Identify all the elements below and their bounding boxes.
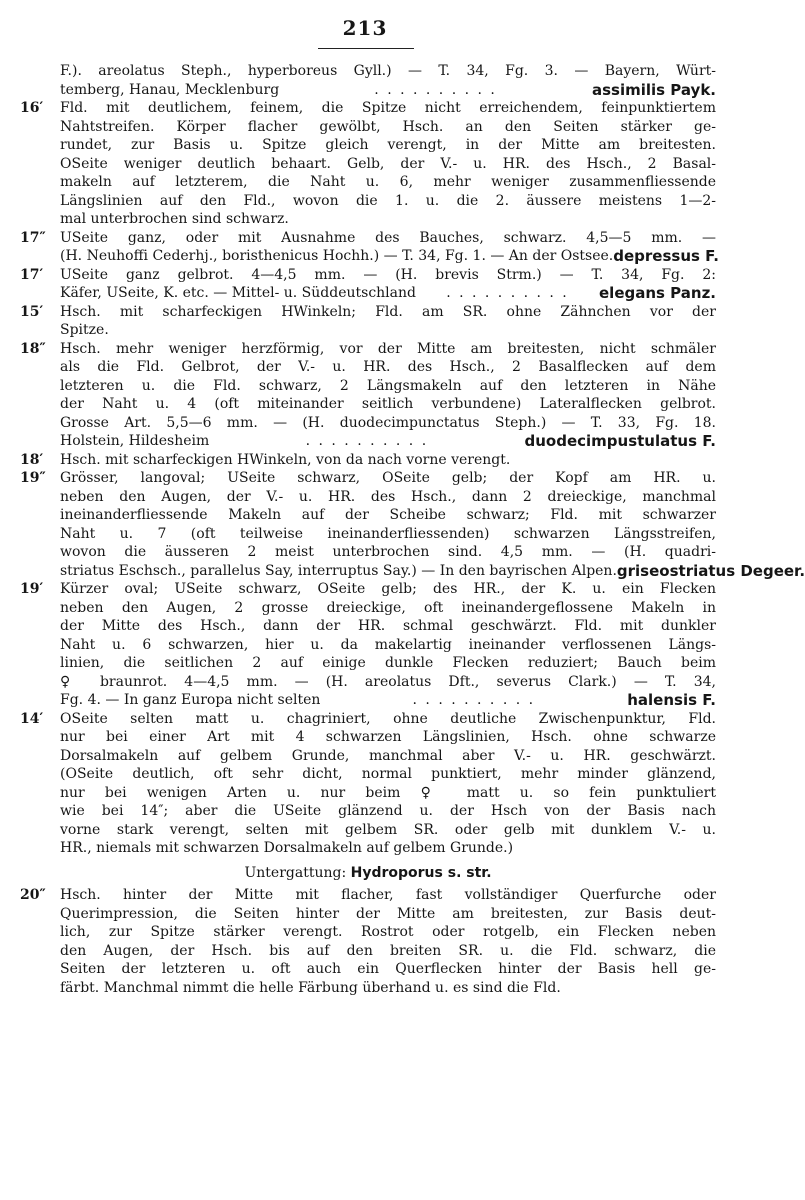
text-line: USeite ganz gelbrot. 4—4,5 mm. — (H. brevis Strm.) — T. 34, Fg. 2: (60, 266, 716, 283)
species-line (60, 81, 716, 100)
text-line: Hsch. mit scharfeckigen HWinkeln; Fld. am SR. ohne Zähnchen vor der (60, 303, 716, 320)
text-line: neben den Augen, 2 grosse dreieckige, oft ineinandergeflossene Makeln in (60, 599, 716, 616)
species-line (60, 284, 716, 303)
text-line: nur bei wenigen Arten u. nur beim ♀ matt u. so fein punktuliert (60, 784, 716, 801)
leader-dots: . . . . . . . . . . (412, 692, 536, 708)
text-line: USeite ganz, oder mit Ausnahme des Bauches, schwarz. 4,5—5 mm. — (60, 229, 716, 246)
species-line (60, 432, 716, 451)
leader-dots: . . . . . . . . . . (374, 81, 497, 98)
text-line: lich, zur Spitze stärker verengt. Rostrot oder rotgelb, ein Flecken neben (60, 924, 716, 940)
page-number: 213 (342, 16, 388, 40)
subgenus-name: Hydroporus s. str. (350, 864, 492, 881)
text-line: Holstein, Hildesheim (60, 433, 210, 449)
text-line: ineinanderfliessende Makeln auf der Scheibe schwarz; Fld. mit schwarzer (60, 507, 716, 523)
text-line: Hsch. mehr weniger herzförmig, vor der Mitte am breitesten, nicht schmäler (60, 340, 716, 357)
text-line: als die Fld. Gelbrot, der V.- u. HR. des Hsch., 2 Basalflecken auf dem (60, 359, 716, 375)
species-line (60, 691, 716, 710)
species-name: griseostriatus Degeer. (616, 561, 805, 580)
species-name: elegans Panz. (599, 284, 716, 302)
key-couplet (20, 886, 716, 997)
text-line: wovon die äusseren 2 meist unterbrochen sind. 4,5 mm. — (H. quadri- (60, 544, 716, 560)
text-line: wie bei 14″; aber die USeite glänzend u. der Hsch von der Basis nach (60, 803, 716, 819)
text-line: Käfer, USeite, K. etc. — Mittel- u. Süddeutschland (60, 285, 416, 301)
species-name: halensis F. (627, 691, 716, 709)
text-line: rundet, zur Basis u. Spitze gleich verengt, in der Mitte am breitesten. (60, 137, 716, 153)
text-line: neben den Augen, der V.- u. HR. des Hsch., dann 2 dreieckige, manchmal (60, 488, 716, 505)
key-couplet (20, 99, 716, 229)
key-text-body (20, 62, 805, 997)
text-line: der Naht u. 4 (oft miteinander seitlich verbundene) Lateralflecken gelbrot. (60, 396, 716, 412)
species-line (60, 247, 719, 266)
text-line: F.). areolatus Steph., hyperboreus Gyll.) — T. 34, Fg. 3. — Bayern, Würt- (60, 63, 716, 79)
text-line: Nahtstreifen. Körper flacher gewölbt, Hsch. an den Seiten stärker ge- (60, 118, 716, 135)
subgenus-heading (20, 864, 716, 883)
text-line: Grösser, langoval; USeite schwarz, OSeite gelb; der Kopf am HR. u. (60, 470, 716, 486)
text-line: Dorsalmakeln auf gelbem Grunde, manchmal aber V.- u. HR. geschwärzt. (60, 747, 716, 764)
species-name: depressus F. (613, 247, 719, 265)
text-line: linien, die seitlichen 2 auf einige dunkle Flecken reduziert; Bauch beim (60, 655, 716, 671)
text-line: (H. Neuhoffi Cederhj., boristhenicus Hochh.) — T. 34, Fg. 1. — An der Ostsee. (60, 248, 614, 264)
text-line: makeln auf letzterem, die Naht u. 6, mehr weniger zusammenfliessende (60, 174, 716, 190)
text-line: vorne stark verengt, selten mit gelbem SR. oder gelb mit dunklem V.- u. (60, 821, 716, 838)
couplet-number: 16′ (20, 100, 44, 116)
text-line: Grosse Art. 5,5—6 mm. — (H. duodecimpunctatus Steph.) — T. 33, Fg. 18. (60, 414, 716, 431)
text-line: nur bei einer Art mit 4 schwarzen Längslinien, Hsch. ohne schwarze (60, 729, 716, 745)
header-rule (318, 48, 414, 49)
text-line: OSeite weniger deutlich behaart. Gelb, der V.- u. HR. des Hsch., 2 Basal- (60, 155, 716, 172)
species-name: duodecimpustulatus F. (524, 432, 716, 450)
key-couplet (20, 469, 805, 580)
leader-dots: . . . . . . . . . . (446, 285, 569, 301)
key-couplet (20, 340, 716, 451)
text-line: Querimpression, die Seiten hinter der Mitte am breitesten, zur Basis deut- (60, 905, 716, 922)
leader-dots: . . . . . . . . . . (305, 433, 429, 449)
text-line: Längslinien auf den Fld., wovon die 1. u. die 2. äussere meistens 1—2- (60, 192, 716, 209)
key-couplet (20, 229, 719, 266)
couplet-number: 17″ (20, 229, 46, 246)
species-line (60, 561, 805, 581)
couplet-number: 19″ (20, 470, 46, 486)
key-couplet (20, 303, 716, 340)
text-line: Naht u. 7 (oft teilweise ineinanderfliessenden) schwarzen Längsstreifen, (60, 525, 716, 542)
text-line: Hsch. mit scharfeckigen HWinkeln, von da nach vorne verengt. (60, 451, 511, 468)
text-line: Fg. 4. — In ganz Europa nicht selten (60, 692, 321, 708)
text-line: letzteren u. die Fld. schwarz, 2 Längsmakeln auf den letzteren in Nähe (60, 377, 716, 394)
couplet-number: 19′ (20, 581, 44, 597)
text-line: Seiten der letzteren u. oft auch ein Querflecken hinter der Basis hell ge- (60, 961, 716, 977)
text-line: Spitze. (60, 322, 109, 338)
text-line: Fld. mit deutlichem, feinem, die Spitze nicht erreichendem, feinpunktiertem (60, 100, 716, 116)
text-line: Hsch. hinter der Mitte mit flacher, fast vollständiger Querfurche oder (60, 887, 716, 903)
key-couplet (20, 710, 716, 858)
text-line: HR., niemals mit schwarzen Dorsalmakeln auf gelbem Grunde.) (60, 840, 514, 856)
text-line: der Mitte des Hsch., dann der HR. schmal geschwärzt. Fld. mit dunkler (60, 618, 716, 634)
couplet-number: 18″ (20, 340, 46, 357)
couplet-number: 15′ (20, 303, 44, 320)
key-couplet (20, 62, 716, 99)
couplet-number: 18′ (20, 451, 44, 468)
text-line: Naht u. 6 schwarzen, hier u. da makelartig ineinander verflossenen Längs- (60, 636, 716, 653)
couplet-number: 17′ (20, 266, 44, 283)
text-line: ♀ braunrot. 4—4,5 mm. — (H. areolatus Dft., severus Clark.) — T. 34, (60, 673, 716, 690)
text-line: färbt. Manchmal nimmt die helle Färbung überhand u. es sind die Fld. (60, 979, 561, 996)
key-couplet (20, 580, 716, 710)
key-couplet (20, 451, 716, 470)
subgenus-label: Untergattung: (244, 864, 347, 881)
text-line: (OSeite deutlich, oft sehr dicht, normal punktiert, mehr minder glänzend, (60, 766, 716, 782)
species-name: assimilis Payk. (591, 80, 716, 99)
text-line: mal unterbrochen sind schwarz. (60, 211, 289, 227)
text-line: den Augen, der Hsch. bis auf den breiten SR. u. die Fld. schwarz, die (60, 942, 716, 959)
couplet-number: 20″ (20, 887, 46, 903)
text-line: OSeite selten matt u. chagriniert, ohne deutliche Zwischenpunktur, Fld. (60, 710, 716, 727)
key-couplet (20, 266, 716, 303)
text-line: striatus Eschsch., parallelus Say, interruptus Say.) — In den bayrischen Alpen. (60, 562, 617, 579)
text-line: Kürzer oval; USeite schwarz, OSeite gelb; des HR., der K. u. ein Flecken (60, 581, 716, 597)
text-line: temberg, Hanau, Mecklenburg (60, 81, 280, 98)
couplet-number: 14′ (20, 710, 44, 727)
